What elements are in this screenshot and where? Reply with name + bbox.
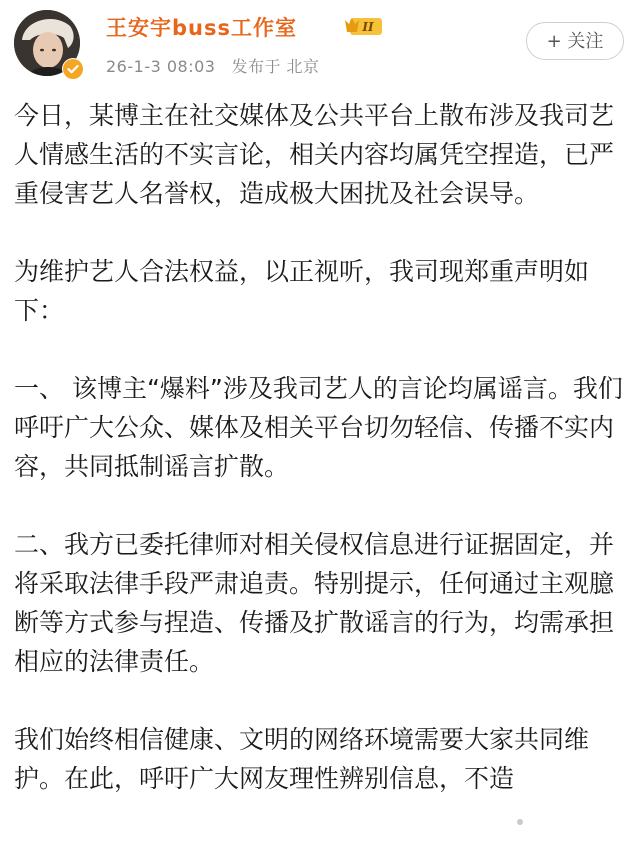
post-body [14,96,626,837]
verified-check-icon [62,58,84,80]
watermark-dot [517,819,523,825]
post-paragraph: 今日，某博主在社交媒体及公共平台上散布涉及我司艺人情感生活的不实言论，相关内容均属凭空捏造，已严重侵害艺人名誉权，造成极大困扰及社会误导。 [14,101,615,208]
post-paragraph: 我们始终相信健康、文明的网络环境需要大家共同维护。在此，呼吁广大网友理性辨别信息，不造 [14,725,590,793]
post-paragraph: 一、 该博主“爆料”涉及我司艺人的言论均属谣言。我们呼吁广大公众、媒体及相关平台切勿轻信、传播不实内容，共同抵制谣言扩散。 [14,374,623,481]
post-header [0,0,640,90]
crown-badge-icon[interactable] [344,14,384,38]
author-name[interactable]: 王安宇buss工作室 [106,16,297,40]
follow-button[interactable]: + 关注 [526,22,624,60]
post-location: 发布于 北京 [231,57,320,76]
post-meta [106,54,320,77]
post-timestamp: 26-1-3 08:03 [106,57,216,76]
post-paragraph: 为维护艺人合法权益，以正视听，我司现郑重声明如下： [14,257,590,325]
vip-badge-text: II [362,20,374,34]
post-paragraph: 二、我方已委托律师对相关侵权信息进行证据固定，并将采取法律手段严肃追责。特别提示，任何通过主观臆断等方式参与捏造、传播及扩散谣言的行为，均需承担相应的法律责任。 [14,530,615,676]
